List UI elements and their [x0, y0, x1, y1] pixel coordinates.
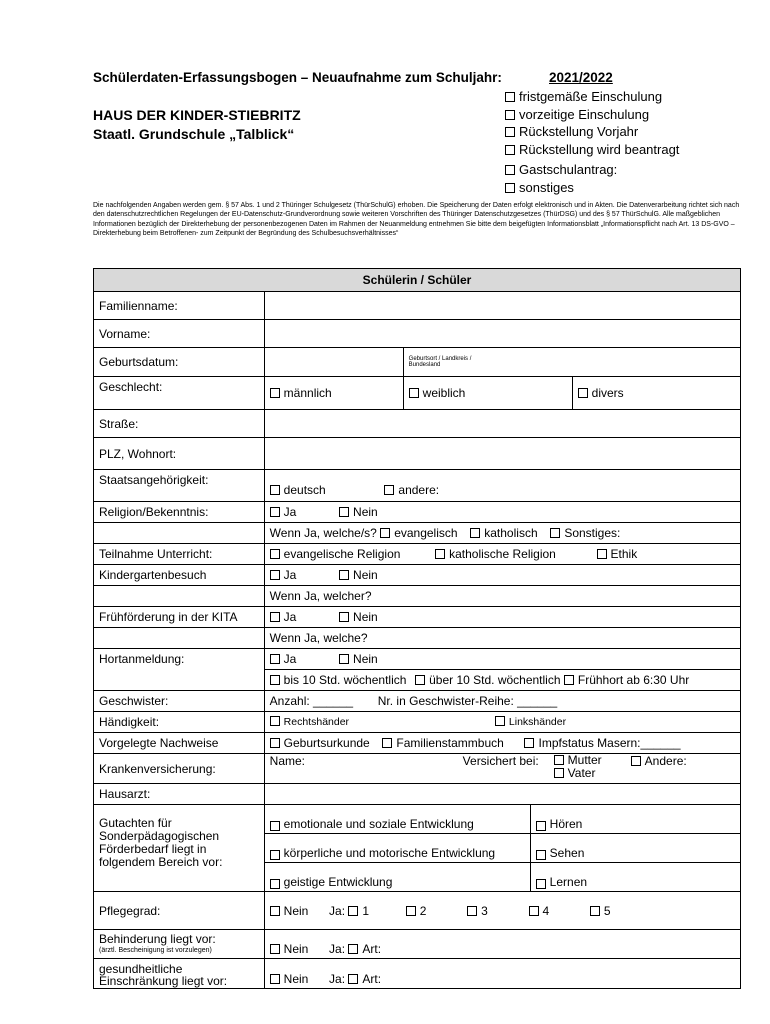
legal-notice: Die nachfolgenden Angaben werden gem. § 57 Abs. 1 und 2 Thüringer Schulgesetz (ThürSchulG) erhoben. Die Speicherung der Daten erfolgt elektronisch und in Akten. Die Datenverarbeitung richtet sich nach den datenschutzrechtlichen Regelungen der EU-Datenschutz-Grundverordnung sowie weiteren Vorschriften des Thüringer Datenschutzgesetzes (ThürDSG) und des § 57 ThürSchulG. Alle maßgeblichen Informationen bezüglich der Direkterhebung der personenbezogenen Daten im Rahmen der Neuanmeldung entnehmen Sie bitte dem beigefügten Informationsblatt „Informationspflicht nach Art. 13 DS-GVO – Direkterhebung beim Betroffenen- zum Zeitpunkt der Begründung des Schulbesuchsverhältnisses“ — [93, 202, 740, 238]
option-kv-andere[interactable]: Andere: — [631, 754, 687, 768]
option-ev-religion[interactable]: evangelische Religion — [270, 547, 401, 561]
option-ff-ja[interactable]: Ja — [270, 610, 297, 624]
label-geburtsdatum: Geburtsdatum: — [94, 348, 265, 377]
option-emo[interactable]: emotionale und soziale Entwicklung — [265, 805, 531, 833]
input-geburtsdatum[interactable] — [265, 348, 404, 376]
input-kiga-welcher[interactable]: Wenn Ja, welcher? — [264, 586, 740, 607]
option-vorzeitig[interactable]: vorzeitige Einschulung — [505, 106, 679, 124]
label-vorname: Vorname: — [94, 320, 265, 348]
option-pflege-4[interactable]: 4 — [529, 904, 550, 918]
option-sonstiges[interactable]: Sonstiges: — [550, 526, 620, 540]
option-kath-religion[interactable]: katholische Religion — [435, 547, 556, 561]
label-geschlecht: Geschlecht: — [94, 377, 265, 410]
input-vorname[interactable] — [264, 320, 740, 348]
option-deutsch[interactable]: deutsch — [270, 483, 326, 497]
option-behinderung-art[interactable]: Art: — [348, 942, 381, 956]
option-stammbuch[interactable]: Familienstammbuch — [382, 736, 503, 750]
option-ff-nein[interactable]: Nein — [339, 610, 378, 624]
option-katholisch[interactable]: katholisch — [470, 526, 537, 540]
input-familienname[interactable] — [264, 292, 740, 320]
school-year: 2021/2022 — [549, 70, 613, 85]
option-religion-ja[interactable]: Ja — [270, 505, 297, 519]
option-links[interactable]: Linkshänder — [495, 716, 566, 728]
option-gastschulantrag[interactable]: Gastschulantrag: — [505, 161, 679, 179]
label-behinderung: Behinderung liegt vor: (ärztl. Bescheinigung ist vorzulegen) — [94, 930, 265, 959]
label-familienname: Familienname: — [94, 292, 265, 320]
label-geschwister: Geschwister: — [94, 691, 265, 712]
table-heading: Schülerin / Schüler — [94, 269, 741, 292]
school-line-1: HAUS DER KINDER-STIEBRITZ — [93, 107, 301, 123]
option-pflege-1[interactable]: 1 — [348, 904, 369, 918]
option-maennlich[interactable]: männlich — [265, 377, 404, 409]
school-name — [93, 106, 301, 144]
input-plz[interactable] — [264, 438, 740, 470]
input-kv-name[interactable]: Name: — [269, 754, 306, 768]
form-title — [93, 70, 613, 85]
input-geburtsort[interactable] — [478, 348, 740, 376]
option-hort-nein[interactable]: Nein — [339, 652, 378, 666]
option-rueckstellung-vorjahr[interactable]: Rückstellung Vorjahr — [505, 123, 679, 141]
checkbox[interactable] — [505, 145, 515, 155]
option-sehen[interactable]: Sehen — [531, 834, 740, 862]
label-fruehfoerderung: Frühförderung in der KITA — [94, 607, 265, 628]
school-line-2: Staatl. Grundschule „Talblick“ — [93, 126, 295, 142]
option-pflege-2[interactable]: 2 — [406, 904, 427, 918]
checkbox[interactable] — [505, 127, 515, 137]
option-koerper[interactable]: körperliche und motorische Entwicklung — [265, 834, 531, 862]
title-text: Schülerdaten-Erfassungsbogen – Neuaufnahme zum Schuljahr: — [93, 70, 502, 85]
option-fristgemaess[interactable]: fristgemäße Einschulung — [505, 88, 679, 106]
checkbox[interactable] — [505, 165, 515, 175]
option-vater[interactable]: Vater — [554, 766, 596, 780]
option-weiblich[interactable]: weiblich — [404, 377, 573, 409]
option-divers[interactable]: divers — [573, 377, 740, 409]
checkbox[interactable] — [505, 110, 515, 120]
option-mutter[interactable]: Mutter — [554, 753, 602, 767]
option-religion-nein[interactable]: Nein — [339, 505, 378, 519]
input-anzahl[interactable]: Anzahl: ______ — [269, 694, 354, 708]
label-religion: Religion/Bekenntnis: — [94, 502, 265, 523]
label-geburtsort: Geburtsort / Landkreis / Bundesland — [408, 355, 472, 368]
option-ueber10[interactable]: über 10 Std. wöchentlich — [415, 673, 560, 687]
option-pflege-3[interactable]: 3 — [467, 904, 488, 918]
option-lernen[interactable]: Lernen — [531, 863, 740, 891]
student-table: Schülerin / Schüler Familienname: Vorname: Geburtsdatum: Geburtsort / Landkreis / Bundesland Geschlecht: männlich weiblich divers Straße: PLZ, Wohnort: Staatsangehörigkeit: deutsch andere: Religion/Bekenntnis: Ja Nein Wenn Ja, welche/s? evangelisch katholisch Sonstiges: Teilnahme Unterricht: evangelische Religion katholische Religion Ethik Kindergartenbesuch Ja Nein Wenn Ja, welcher? Frühförderung in der KITA Ja Nein Wenn Ja, welche? Hortanmeldung: Ja Nein bis 10 Std. wöchentlich über 10 Std. wöchentlich Frühhort ab 6:30 Uhr Geschwister: Anzahl: ______ Nr. in Geschwister-Reihe: ______ Händigkeit: Rechtshänder Linkshänder Vorgelegte Nachweise Geburtsurkunde Familienstammbuch Impfstatus Masern:______ Krankenversicherung: Name: Versichert bei: Mutter Vater Andere: Hausarzt: Gutachten für Sonderpädagogischen Förderbedarf liegt in folgendem Bereich vor: emotionale und soziale Entwicklung Hören körperliche und motorische Entwicklung Sehen geistige Entwicklung Lernen Pflegegrad: Nein Ja: 1 2 3 4 5 Behinderung liegt vor: (ärztl. Bescheinigung ist vorzulegen) Nein Ja: Art: gesundheitliche Einschränkung liegt vor: Nein Ja: Art: — [93, 268, 741, 989]
label-strasse: Straße: — [94, 410, 265, 438]
label-gutachten: Gutachten für Sonderpädagogischen Förderbedarf liegt in folgendem Bereich vor: — [94, 805, 265, 892]
label-hausarzt: Hausarzt: — [94, 784, 265, 805]
option-rechts[interactable]: Rechtshänder — [270, 716, 349, 728]
option-behinderung-nein[interactable]: Nein — [270, 942, 309, 956]
option-gesundheit-nein[interactable]: Nein — [270, 972, 309, 986]
option-bis10[interactable]: bis 10 Std. wöchentlich — [270, 673, 407, 687]
input-hausarzt[interactable] — [264, 784, 740, 805]
option-geburtsurkunde[interactable]: Geburtsurkunde — [270, 736, 370, 750]
label-plz: PLZ, Wohnort: — [94, 438, 265, 470]
input-strasse[interactable] — [264, 410, 740, 438]
option-rueckstellung-beantragt[interactable]: Rückstellung wird beantragt — [505, 141, 679, 159]
option-pflege-nein[interactable]: Nein — [270, 904, 309, 918]
label-pflegegrad: Pflegegrad: — [94, 892, 265, 930]
option-pflege-5[interactable]: 5 — [590, 904, 611, 918]
label-staatsangehoerigkeit: Staatsangehörigkeit: — [94, 470, 265, 502]
option-ethik[interactable]: Ethik — [597, 547, 638, 561]
option-masern[interactable]: Impfstatus Masern:______ — [524, 736, 680, 750]
checkbox[interactable] — [505, 183, 515, 193]
label-nachweise: Vorgelegte Nachweise — [94, 733, 265, 754]
option-andere[interactable]: andere: — [384, 483, 439, 497]
option-evangelisch[interactable]: evangelisch — [380, 526, 457, 540]
label-haendigkeit: Händigkeit: — [94, 712, 265, 733]
option-gesundheit-art[interactable]: Art: — [348, 972, 381, 986]
option-hoeren[interactable]: Hören — [531, 805, 740, 833]
option-fruehhort[interactable]: Frühhort ab 6:30 Uhr — [564, 673, 689, 687]
label-hort: Hortanmeldung: — [94, 649, 265, 691]
option-hort-ja[interactable]: Ja — [270, 652, 297, 666]
option-kiga-nein[interactable]: Nein — [339, 568, 378, 582]
label-teilnahme: Teilnahme Unterricht: — [94, 544, 265, 565]
label-gesundheit: gesundheitliche Einschränkung liegt vor: — [94, 959, 265, 989]
option-sonstiges[interactable]: sonstiges — [505, 179, 679, 197]
option-geistig[interactable]: geistige Entwicklung — [265, 863, 531, 891]
checkbox[interactable] — [505, 92, 515, 102]
option-kiga-ja[interactable]: Ja — [270, 568, 297, 582]
input-nr-reihe[interactable]: Nr. in Geschwister-Reihe: ______ — [377, 694, 558, 708]
input-ff-welche[interactable]: Wenn Ja, welche? — [264, 628, 740, 649]
label-krankenversicherung: Krankenversicherung: — [94, 754, 265, 784]
label-kindergarten: Kindergartenbesuch — [94, 565, 265, 586]
enrollment-options — [505, 88, 679, 196]
